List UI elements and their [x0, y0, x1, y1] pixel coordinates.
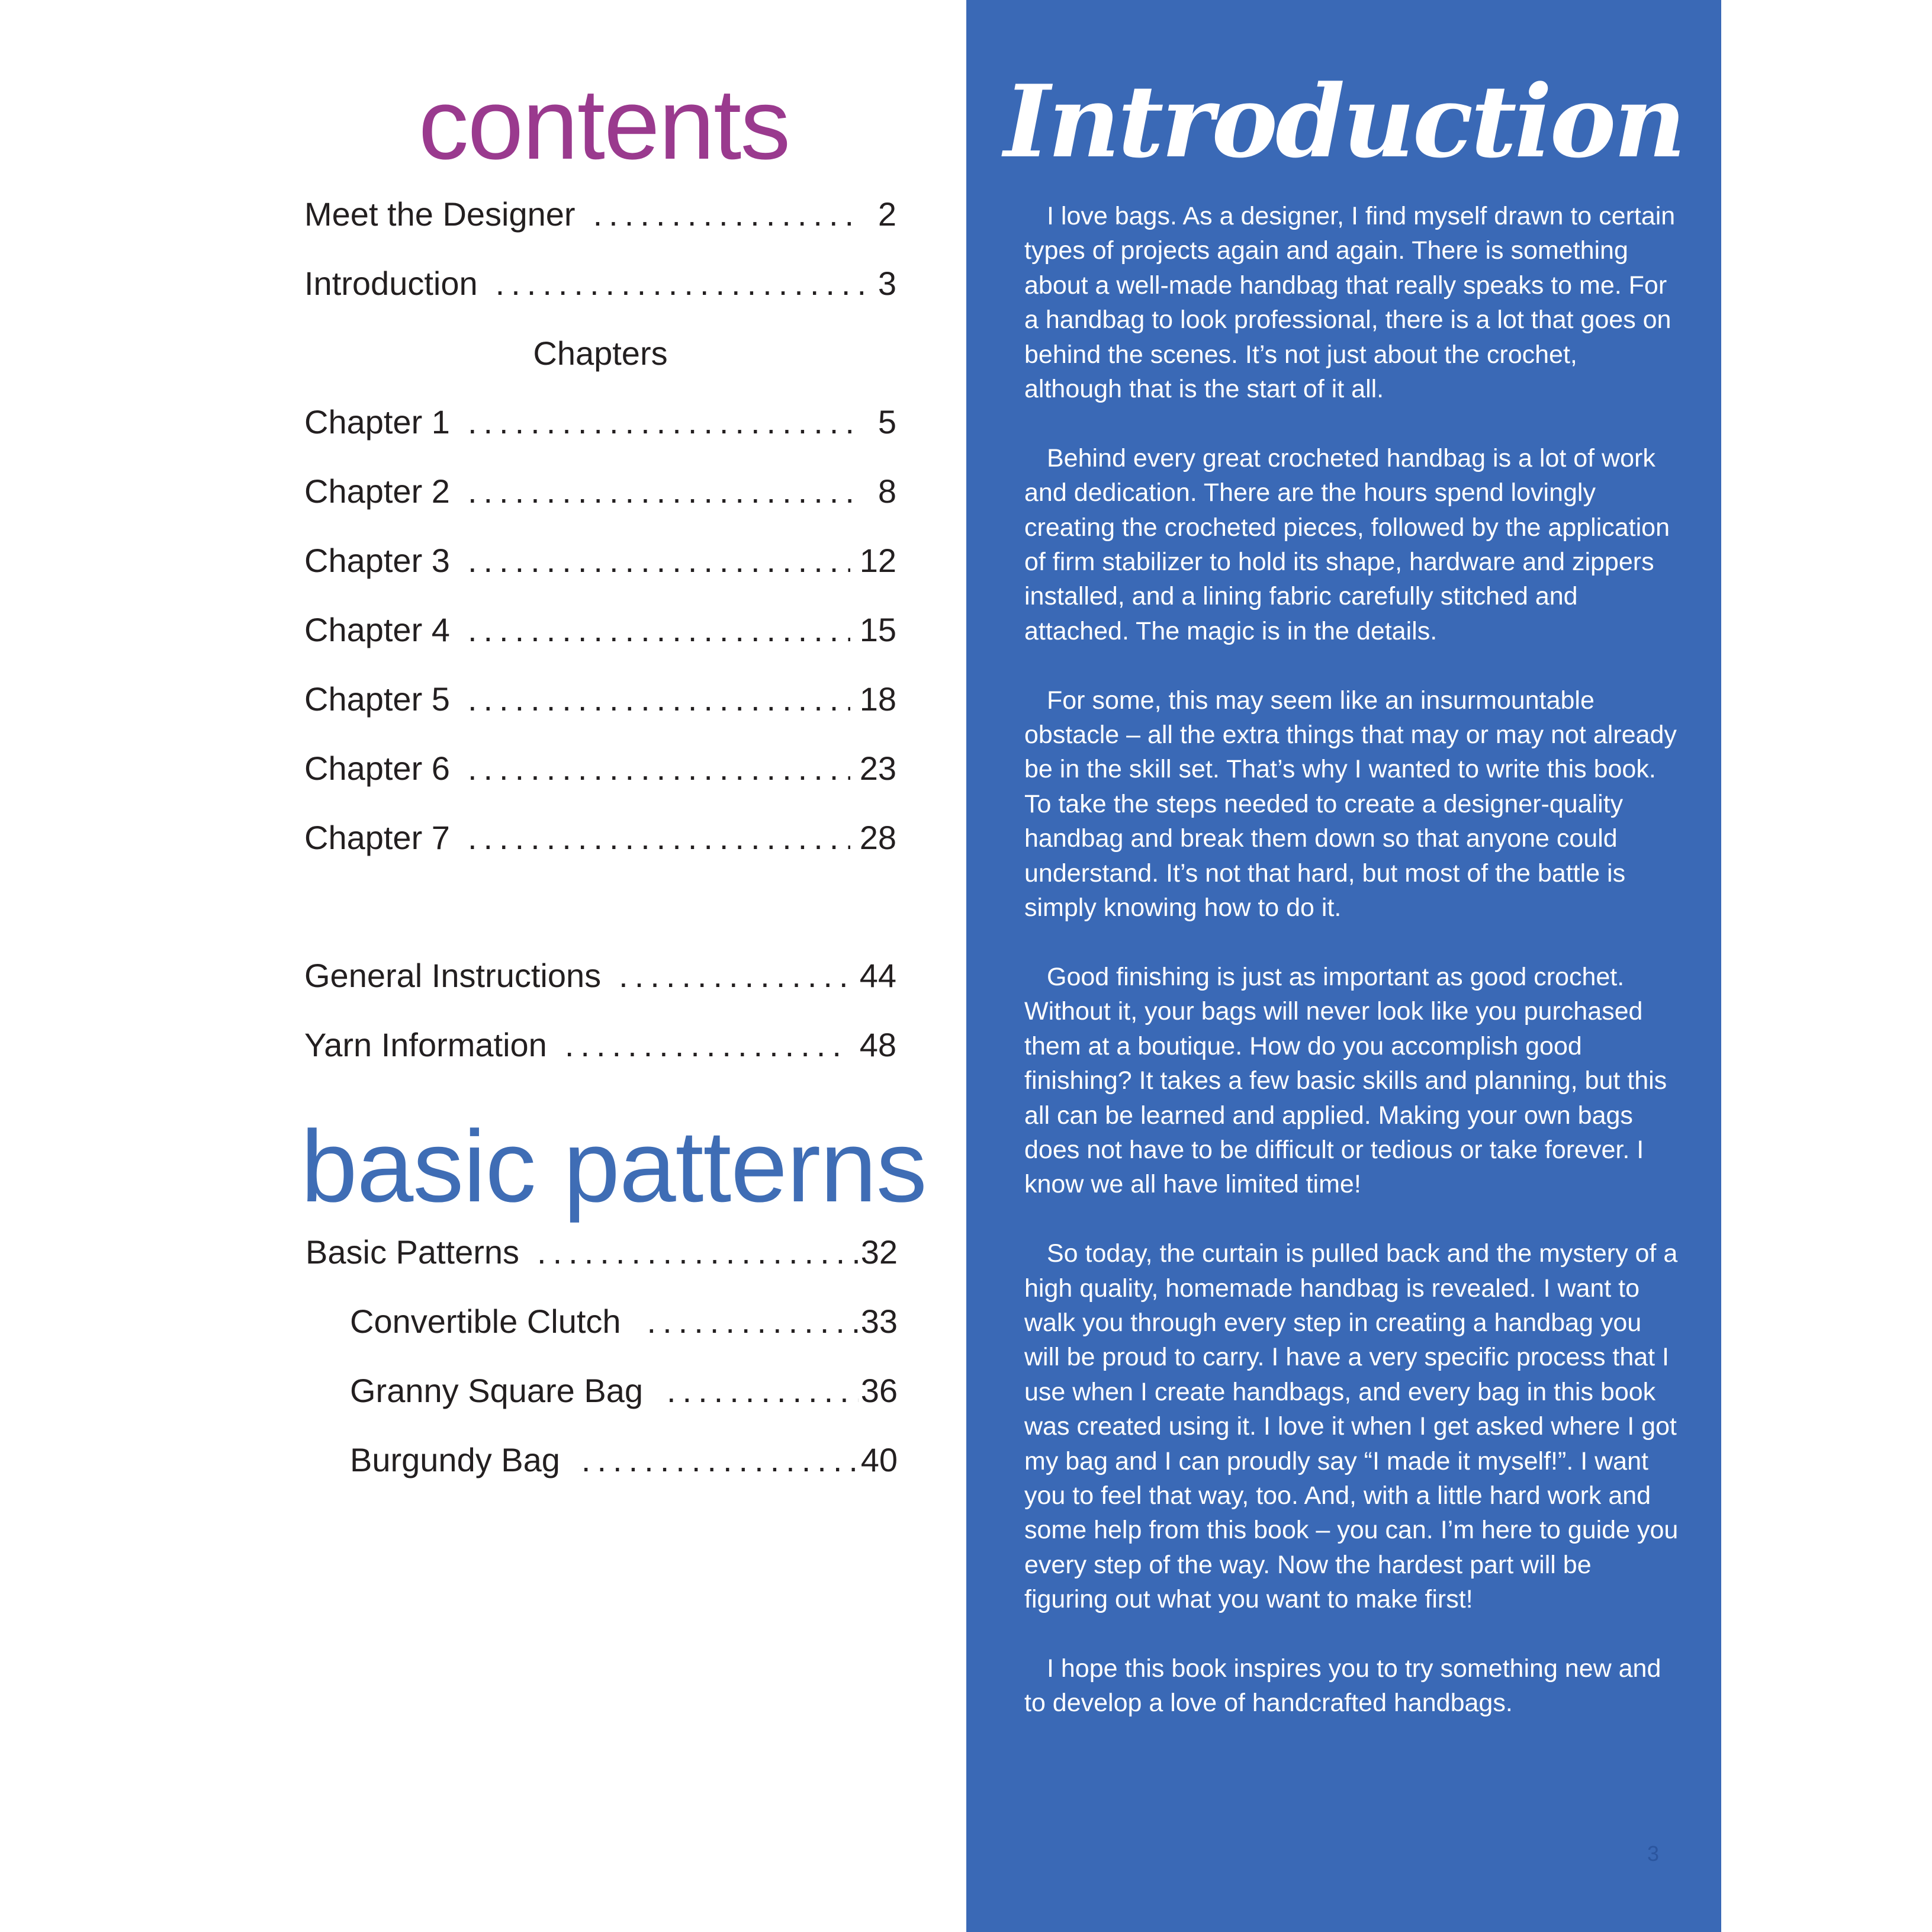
toc-entry-meet-the-designer[interactable] — [304, 188, 896, 241]
toc-entry-page: 3 — [877, 265, 896, 302]
toc-entry-label: Chapter 5 — [304, 680, 450, 718]
chapters-heading: Chapters — [533, 335, 668, 372]
toc-entry-chapter-1[interactable] — [304, 396, 896, 449]
toc-entry-page: 15 — [859, 611, 896, 648]
toc-entry-chapter-3[interactable] — [304, 534, 896, 587]
toc-entry-page: 36 — [860, 1372, 898, 1409]
toc-entry-page: 44 — [859, 957, 896, 994]
toc-entry-page: 40 — [860, 1441, 898, 1478]
dot-leader — [468, 811, 850, 864]
toc-entry-basic-patterns[interactable] — [306, 1226, 898, 1279]
table-of-contents — [0, 0, 965, 1932]
dot-leader — [667, 1364, 859, 1417]
dot-leader — [647, 1295, 859, 1348]
toc-entry-chapter-7[interactable] — [304, 811, 896, 864]
intro-paragraph: For some, this may seem like an insurmountable obstacle – all the extra things that may or may not already be in the skill set. That’s why I wanted to write this book. To take the steps needed to create a designer-quality handbag and break them down so that anyone could understand. It’s not that hard, but most of the battle is simply knowing how to do it. — [1024, 686, 1677, 922]
toc-entry-label: Meet the Designer — [304, 195, 576, 233]
toc-entry-introduction[interactable] — [304, 257, 896, 310]
dot-leader — [468, 396, 863, 449]
toc-entry-general-instructions[interactable] — [304, 949, 896, 1002]
dot-leader — [581, 1433, 859, 1487]
toc-entry-label: Chapter 4 — [304, 611, 450, 648]
toc-entry-page: 8 — [877, 472, 896, 510]
toc-entry-chapter-4[interactable] — [304, 603, 896, 657]
intro-paragraph: I love bags. As a designer, I find myself drawn to certain types of projects again and again. There is something about a well-made handbag that really speaks to me. For a handbag to look professional, there is a lot that goes on behind the scenes. It’s not just about the crochet, although that is the start of it all. — [1024, 202, 1676, 404]
dot-leader — [468, 534, 850, 587]
toc-entry-label: Chapter 1 — [304, 403, 450, 441]
toc-entry-page: 28 — [859, 819, 896, 856]
introduction-panel — [966, 0, 1721, 1932]
basic-patterns-heading: basic patterns — [301, 1110, 927, 1223]
toc-entry-label: Chapter 3 — [304, 542, 450, 579]
toc-entry-chapter-6[interactable] — [304, 742, 896, 795]
toc-entry-label: Convertible Clutch — [350, 1303, 621, 1340]
intro-paragraph: Behind every great crocheted handbag is a lot of work and dedication. There are the hours spend lovingly creating the crocheted pieces, followed by the application of firm stabilizer to hold its shape, hardware and zippers installed, and a lining fabric carefully stitched and attached. The magic is in the details. — [1024, 443, 1670, 645]
toc-entry-label: Introduction — [304, 265, 478, 302]
dot-leader — [468, 742, 850, 795]
toc-entry-label: General Instructions — [304, 957, 602, 994]
toc-entry-label: Yarn Information — [304, 1026, 547, 1063]
dot-leader — [565, 1018, 850, 1072]
toc-entry-yarn-information[interactable] — [304, 1018, 896, 1072]
dot-leader — [593, 188, 863, 241]
contents-heading: contents — [418, 68, 790, 181]
toc-entry-label: Basic Patterns — [306, 1233, 520, 1271]
toc-entry-page: 32 — [860, 1233, 898, 1271]
toc-entry-page: 5 — [877, 403, 896, 441]
toc-entry-granny-square-bag[interactable] — [350, 1364, 898, 1417]
intro-paragraph: Good finishing is just as important as good crochet. Without it, your bags will never look like you purchased them at a boutique. How do you accomplish good finishing? It takes a few basic skills and planning, but this all can be learned and applied. Making your own bags does not have to be difficult or tedious or take forever. I know we all have limited time! — [1024, 962, 1667, 1199]
toc-entry-label: Chapter 6 — [304, 750, 450, 787]
toc-entry-label: Burgundy Bag — [350, 1441, 560, 1478]
dot-leader — [468, 603, 850, 657]
introduction-heading: Introduction — [1004, 63, 1684, 180]
toc-entry-label: Chapter 7 — [304, 819, 450, 856]
toc-entry-page: 12 — [859, 542, 896, 579]
introduction-body — [1024, 199, 1682, 1755]
toc-entry-page: 33 — [860, 1303, 898, 1340]
toc-entry-chapter-2[interactable] — [304, 465, 896, 518]
toc-entry-page: 48 — [859, 1026, 896, 1063]
toc-entry-page: 23 — [859, 750, 896, 787]
toc-entry-burgundy-bag[interactable] — [350, 1433, 898, 1487]
toc-entry-label: Granny Square Bag — [350, 1372, 643, 1409]
toc-entry-page: 18 — [859, 680, 896, 718]
dot-leader — [537, 1226, 859, 1279]
intro-paragraph: So today, the curtain is pulled back and the mystery of a high quality, homemade handbag is revealed. I want to walk you through every step in creating a handbag you will be proud to carry. I have a very specific process that I use when I create handbags, and every bag in this book was created using it. I love it when I get asked where I got my bag and I can proudly say “I made it myself!”. I want you to feel that way, too. And, with a little hard work and some help from this book – you can. I’m here to guide you every step of the way. Now the hardest part will be figuring out what you want to make first! — [1024, 1239, 1679, 1614]
toc-entry-label: Chapter 2 — [304, 472, 450, 510]
intro-paragraph: I hope this book inspires you to try something new and to develop a love of handcrafted handbags. — [1024, 1654, 1661, 1718]
dot-leader — [496, 257, 863, 310]
dot-leader — [468, 673, 850, 726]
toc-entry-page: 2 — [877, 195, 896, 233]
dot-leader — [468, 465, 863, 518]
toc-entry-chapter-5[interactable] — [304, 673, 896, 726]
page-number: 3 — [1647, 1841, 1660, 1866]
toc-entry-convertible-clutch[interactable] — [350, 1295, 898, 1348]
dot-leader — [619, 949, 850, 1002]
